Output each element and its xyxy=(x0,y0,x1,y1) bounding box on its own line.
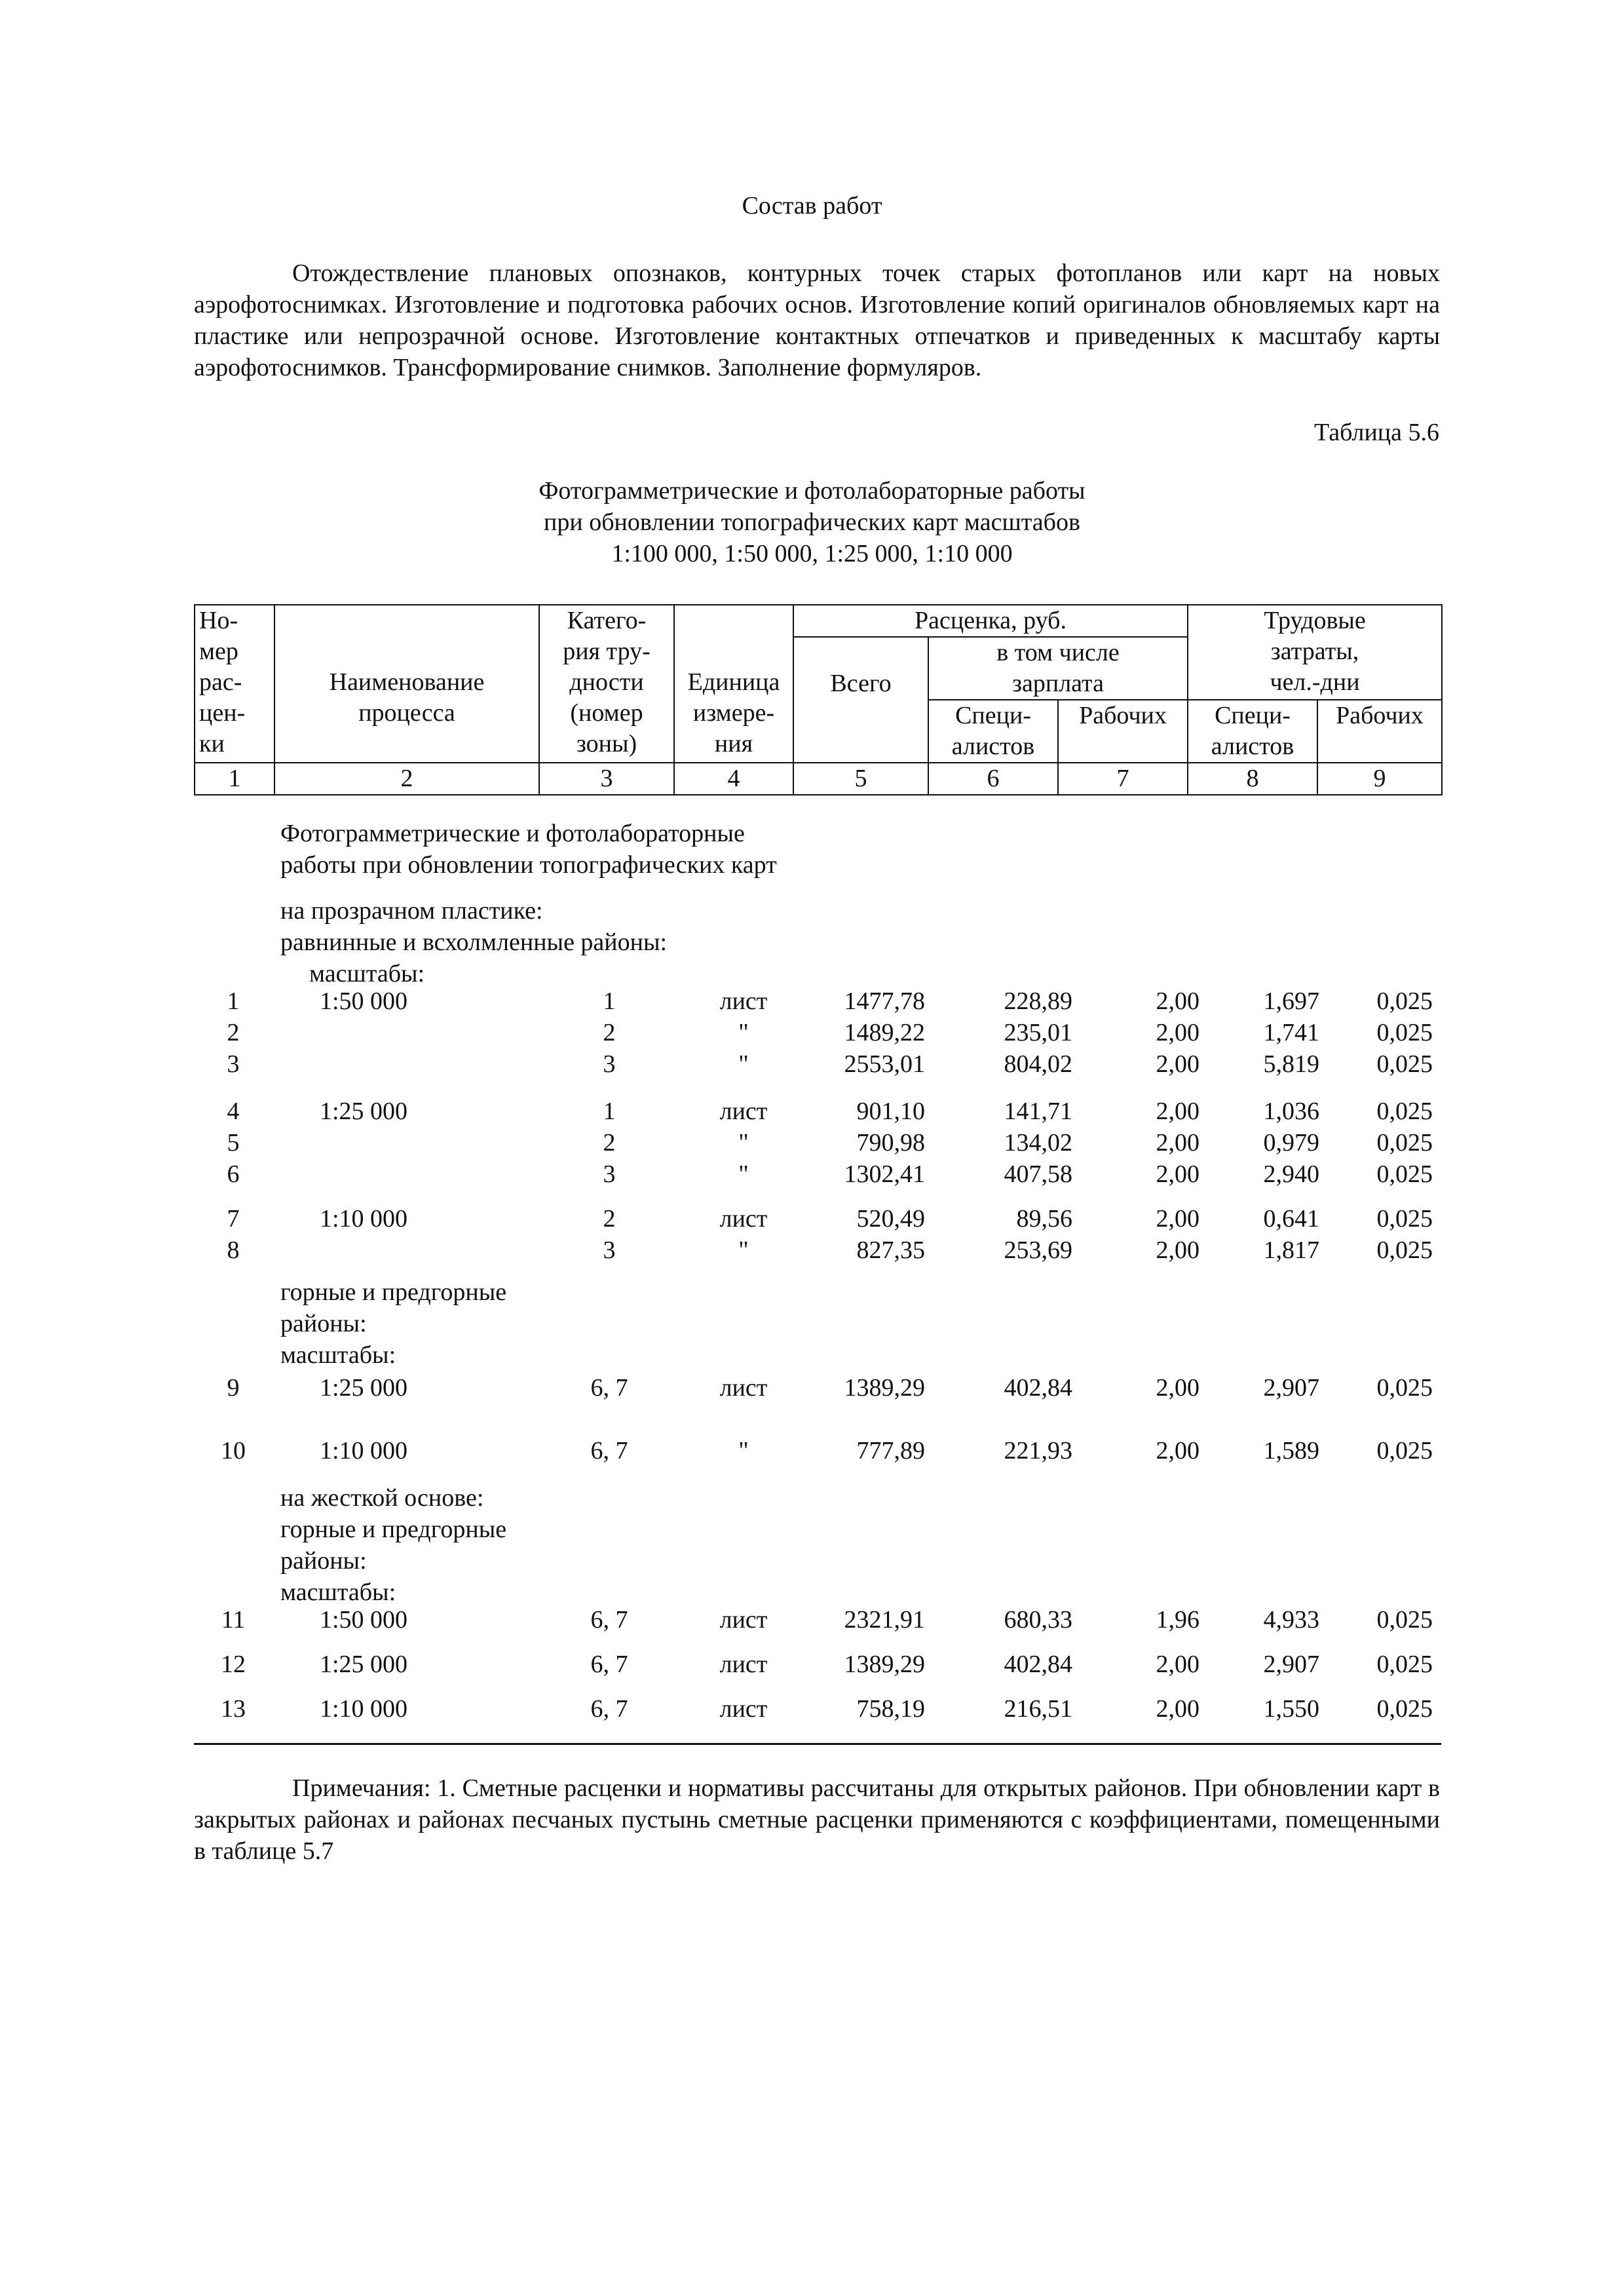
price-total-cell: 520,49 xyxy=(856,1205,925,1233)
table-title-line: при обновлении топографических карт масштабов xyxy=(544,508,1080,536)
header-labor: Трудовые затраты, чел.-дни xyxy=(1188,605,1442,700)
unit-cell: " xyxy=(738,1236,749,1264)
row-number-cell: 8 xyxy=(227,1236,240,1264)
category-cell: 2 xyxy=(603,1205,616,1233)
price-specialists-cell: 216,51 xyxy=(1004,1695,1072,1723)
price-workers-cell: 2,00 xyxy=(1156,987,1199,1015)
labor-workers-cell: 0,025 xyxy=(1376,1437,1433,1464)
labor-workers-cell: 0,025 xyxy=(1376,1236,1433,1264)
section-title: Фотограмметрические и фотолабораторные работы при обновлении топографических карт xyxy=(280,820,777,879)
labor-workers-cell: 0,025 xyxy=(1376,1129,1433,1157)
table-header xyxy=(194,604,1443,795)
header-number: Но- мер рас- цен- ки xyxy=(195,605,274,763)
unit-cell: лист xyxy=(719,987,768,1015)
header-category: Катего- рия тру- дности (номер зоны) xyxy=(539,605,674,763)
price-workers-cell: 2,00 xyxy=(1156,1651,1199,1678)
price-specialists-cell: 221,93 xyxy=(1004,1437,1072,1464)
category-cell: 2 xyxy=(603,1019,616,1046)
price-workers-cell: 2,00 xyxy=(1156,1437,1199,1464)
price-specialists-cell: 235,01 xyxy=(1004,1019,1072,1046)
category-cell: 6, 7 xyxy=(590,1606,628,1634)
labor-workers-cell: 0,025 xyxy=(1376,987,1433,1015)
unit-cell: " xyxy=(738,1129,749,1157)
row-number-cell: 7 xyxy=(227,1205,240,1233)
price-workers-cell: 2,00 xyxy=(1156,1205,1199,1233)
header-workers: Рабочих xyxy=(1058,700,1188,763)
price-specialists-cell: 402,84 xyxy=(1004,1374,1072,1402)
table-title-line: Фотограмметрические и фотолабораторные работы xyxy=(538,477,1086,505)
price-workers-cell: 2,00 xyxy=(1156,1129,1199,1157)
price-total-cell: 1489,22 xyxy=(844,1019,925,1046)
unit-cell: лист xyxy=(719,1695,768,1723)
price-workers-cell: 2,00 xyxy=(1156,1098,1199,1125)
process-scale-cell: 1:10 000 xyxy=(320,1437,408,1464)
column-number: 1 xyxy=(195,763,274,795)
column-number: 7 xyxy=(1058,763,1188,795)
process-scale-cell: 1:25 000 xyxy=(320,1374,408,1402)
row-number-cell: 13 xyxy=(221,1695,246,1723)
price-workers-cell: 2,00 xyxy=(1156,1160,1199,1188)
category-cell: 2 xyxy=(603,1129,616,1157)
labor-specialists-cell: 2,907 xyxy=(1263,1651,1319,1678)
unit-cell: " xyxy=(738,1160,749,1188)
labor-specialists-cell: 0,641 xyxy=(1263,1205,1319,1233)
labor-workers-cell: 0,025 xyxy=(1376,1205,1433,1233)
labor-specialists-cell: 1,589 xyxy=(1263,1437,1319,1464)
column-number: 8 xyxy=(1188,763,1317,795)
price-total-cell: 1302,41 xyxy=(844,1160,925,1188)
category-cell: 3 xyxy=(603,1160,616,1188)
unit-cell: лист xyxy=(719,1098,768,1125)
category-cell: 6, 7 xyxy=(590,1437,628,1464)
labor-specialists-cell: 2,907 xyxy=(1263,1374,1319,1402)
category-cell: 6, 7 xyxy=(590,1695,628,1723)
unit-cell: лист xyxy=(719,1606,768,1634)
mountain-section: горные и предгорные районы: масштабы: xyxy=(280,1278,507,1369)
price-workers-cell: 1,96 xyxy=(1156,1606,1199,1634)
price-specialists-cell: 253,69 xyxy=(1004,1236,1072,1264)
scales-label: масштабы: xyxy=(309,960,425,987)
process-scale-cell: 1:50 000 xyxy=(320,987,408,1015)
process-scale-cell: 1:50 000 xyxy=(320,1606,408,1634)
labor-workers-cell: 0,025 xyxy=(1376,1019,1433,1046)
category-cell: 6, 7 xyxy=(590,1374,628,1402)
price-total-cell: 2321,91 xyxy=(844,1606,925,1634)
price-specialists-cell: 134,02 xyxy=(1004,1129,1072,1157)
column-number: 6 xyxy=(928,763,1058,795)
process-scale-cell: 1:10 000 xyxy=(320,1695,408,1723)
header-labor-spec: Специ- алистов xyxy=(1188,700,1317,763)
price-specialists-cell: 680,33 xyxy=(1004,1606,1072,1634)
row-number-cell: 6 xyxy=(227,1160,240,1188)
header-including: в том числе зарплата xyxy=(928,637,1188,700)
labor-specialists-cell: 1,697 xyxy=(1263,987,1319,1015)
price-total-cell: 901,10 xyxy=(856,1098,925,1125)
section-subtitle: на прозрачном пластике: равнинные и всхолмленные районы: xyxy=(280,897,668,956)
category-cell: 3 xyxy=(603,1236,616,1264)
labor-workers-cell: 0,025 xyxy=(1376,1606,1433,1634)
price-total-cell: 1389,29 xyxy=(844,1374,925,1402)
category-cell: 1 xyxy=(603,1098,616,1125)
row-number-cell: 9 xyxy=(227,1374,240,1402)
price-workers-cell: 2,00 xyxy=(1156,1050,1199,1078)
labor-specialists-cell: 5,819 xyxy=(1263,1050,1319,1078)
unit-cell: лист xyxy=(719,1374,768,1402)
labor-specialists-cell: 1,550 xyxy=(1263,1695,1319,1723)
price-total-cell: 1477,78 xyxy=(844,987,925,1015)
row-number-cell: 3 xyxy=(227,1050,240,1078)
unit-cell: лист xyxy=(719,1651,768,1678)
unit-cell: лист xyxy=(719,1205,768,1233)
table-title-line: 1:100 000, 1:50 000, 1:25 000, 1:10 000 xyxy=(611,540,1013,567)
row-number-cell: 11 xyxy=(221,1606,246,1634)
category-cell: 3 xyxy=(603,1050,616,1078)
notes: Примечания: 1. Сметные расценки и нормативы рассчитаны для открытых районов. При обновлении карт в закрытых районах и районах песчаных пустынь сметные расценки применяются с коэффициентами, помещенными в таблице 5.7 xyxy=(194,1774,1440,1865)
price-total-cell: 2553,01 xyxy=(844,1050,925,1078)
labor-specialists-cell: 1,741 xyxy=(1263,1019,1319,1046)
process-scale-cell: 1:10 000 xyxy=(320,1205,408,1233)
unit-cell: " xyxy=(738,1019,749,1046)
table-number: Таблица 5.6 xyxy=(1313,419,1439,446)
header-total: Всего xyxy=(793,637,928,763)
price-total-cell: 827,35 xyxy=(856,1236,925,1264)
price-workers-cell: 2,00 xyxy=(1156,1374,1199,1402)
header-process-name: Наименование процесса xyxy=(274,605,539,763)
table-title xyxy=(0,475,1624,569)
header-price: Расценка, руб. xyxy=(793,605,1188,637)
price-workers-cell: 2,00 xyxy=(1156,1695,1199,1723)
unit-cell: " xyxy=(738,1437,749,1464)
rigid-base-section: на жесткой основе: горные и предгорные районы: масштабы: xyxy=(280,1484,507,1606)
work-description: Отождествление плановых опознаков, контурных точек старых фотопланов или карт на новых аэрофотоснимках. Изготовление и подготовка рабочих основ. Изготовление копий оригиналов обновляемых карт на пластике или непрозрачной основе. Изготовление контактных отпечатков и приведенных к масштабу карты аэрофотоснимков. Трансформирование снимков. Заполнение формуляров. xyxy=(194,259,1440,381)
labor-specialists-cell: 1,817 xyxy=(1263,1236,1319,1264)
section-heading: Состав работ xyxy=(742,192,882,220)
row-number-cell: 2 xyxy=(227,1019,240,1046)
row-number-cell: 1 xyxy=(227,987,240,1015)
labor-specialists-cell: 2,940 xyxy=(1263,1160,1319,1188)
price-total-cell: 758,19 xyxy=(856,1695,925,1723)
price-total-cell: 1389,29 xyxy=(844,1651,925,1678)
column-number: 3 xyxy=(539,763,674,795)
column-number: 4 xyxy=(674,763,793,795)
labor-workers-cell: 0,025 xyxy=(1376,1374,1433,1402)
price-specialists-cell: 228,89 xyxy=(1004,987,1072,1015)
column-number: 2 xyxy=(274,763,539,795)
price-specialists-cell: 804,02 xyxy=(1004,1050,1072,1078)
labor-workers-cell: 0,025 xyxy=(1376,1160,1433,1188)
process-scale-cell: 1:25 000 xyxy=(320,1098,408,1125)
row-number-cell: 5 xyxy=(227,1129,240,1157)
labor-specialists-cell: 1,036 xyxy=(1263,1098,1319,1125)
price-specialists-cell: 402,84 xyxy=(1004,1651,1072,1678)
price-total-cell: 790,98 xyxy=(856,1129,925,1157)
price-workers-cell: 2,00 xyxy=(1156,1236,1199,1264)
price-workers-cell: 2,00 xyxy=(1156,1019,1199,1046)
price-specialists-cell: 89,56 xyxy=(1016,1205,1072,1233)
header-labor-workers: Рабочих xyxy=(1317,700,1442,763)
labor-specialists-cell: 4,933 xyxy=(1263,1606,1319,1634)
price-specialists-cell: 407,58 xyxy=(1004,1160,1072,1188)
price-total-cell: 777,89 xyxy=(856,1437,925,1464)
category-cell: 6, 7 xyxy=(590,1651,628,1678)
labor-workers-cell: 0,025 xyxy=(1376,1050,1433,1078)
row-number-cell: 4 xyxy=(227,1098,240,1125)
labor-workers-cell: 0,025 xyxy=(1376,1651,1433,1678)
header-unit: Единица измере- ния xyxy=(674,605,793,763)
column-number: 9 xyxy=(1317,763,1442,795)
column-number: 5 xyxy=(793,763,928,795)
row-number-cell: 10 xyxy=(221,1437,246,1464)
category-cell: 1 xyxy=(603,987,616,1015)
labor-specialists-cell: 0,979 xyxy=(1263,1129,1319,1157)
price-specialists-cell: 141,71 xyxy=(1004,1098,1072,1125)
labor-workers-cell: 0,025 xyxy=(1376,1098,1433,1125)
process-scale-cell: 1:25 000 xyxy=(320,1651,408,1678)
labor-workers-cell: 0,025 xyxy=(1376,1695,1433,1723)
row-number-cell: 12 xyxy=(221,1651,246,1678)
header-spec: Специ- алистов xyxy=(928,700,1058,763)
table-bottom-rule xyxy=(194,1743,1441,1745)
unit-cell: " xyxy=(738,1050,749,1078)
column-numbers-row xyxy=(195,763,1442,795)
